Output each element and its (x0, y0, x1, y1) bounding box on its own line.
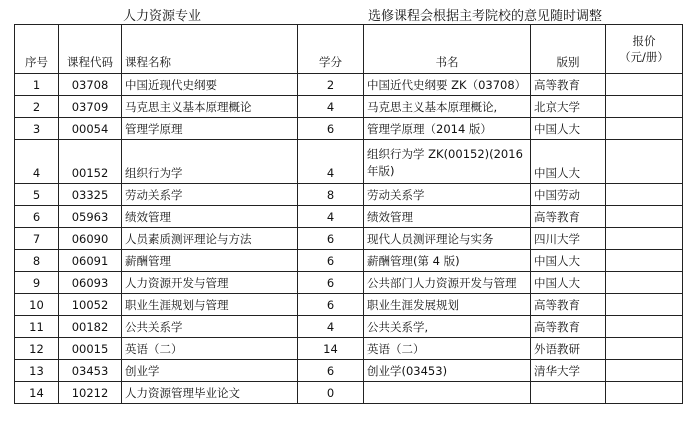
cell-book (364, 382, 531, 404)
cell-edition: 四川大学 (531, 228, 606, 250)
cell-code: 00182 (59, 316, 122, 338)
col-header-seq: 序号 (15, 25, 59, 74)
table-row (15, 338, 683, 360)
cell-edition: 中国人大 (531, 140, 606, 184)
cell-book: 管理学原理（2014 版） (364, 118, 531, 140)
cell-seq: 5 (15, 184, 59, 206)
col-header-edition: 版别 (531, 25, 606, 74)
cell-edition: 高等教育 (531, 74, 606, 96)
cell-name: 薪酬管理 (122, 250, 298, 272)
cell-price (606, 382, 683, 404)
cell-seq: 3 (15, 118, 59, 140)
table-row (15, 360, 683, 382)
course-table (14, 24, 683, 404)
cell-book: 现代人员测评理论与实务 (364, 228, 531, 250)
cell-book: 组织行为学 ZK(00152)(2016 年版) (364, 140, 531, 184)
cell-book: 中国近代史纲要 ZK（03708） (364, 74, 531, 96)
cell-name: 职业生涯规划与管理 (122, 294, 298, 316)
cell-seq: 6 (15, 206, 59, 228)
cell-code: 06091 (59, 250, 122, 272)
cell-edition: 高等教育 (531, 294, 606, 316)
cell-credit: 6 (298, 360, 364, 382)
cell-price (606, 250, 683, 272)
cell-code: 03325 (59, 184, 122, 206)
cell-seq: 12 (15, 338, 59, 360)
cell-credit: 4 (298, 96, 364, 118)
cell-book: 创业学(03453) (364, 360, 531, 382)
cell-credit: 2 (298, 74, 364, 96)
table-row (15, 184, 683, 206)
cell-price (606, 272, 683, 294)
cell-credit: 6 (298, 294, 364, 316)
cell-code: 03708 (59, 74, 122, 96)
cell-edition: 中国人大 (531, 272, 606, 294)
cell-seq: 1 (15, 74, 59, 96)
cell-code: 03709 (59, 96, 122, 118)
col-header-price-line1: 报价 (632, 34, 656, 48)
cell-price (606, 360, 683, 382)
cell-code: 06090 (59, 228, 122, 250)
cell-price (606, 228, 683, 250)
cell-code: 06093 (59, 272, 122, 294)
cell-name: 劳动关系学 (122, 184, 298, 206)
cell-price (606, 338, 683, 360)
cell-edition: 中国人大 (531, 250, 606, 272)
cell-credit: 6 (298, 272, 364, 294)
table-row (15, 382, 683, 404)
cell-code: 05963 (59, 206, 122, 228)
major-title: 人力资源专业 (123, 9, 202, 24)
cell-credit: 6 (298, 228, 364, 250)
cell-seq: 11 (15, 316, 59, 338)
cell-name: 人力资源开发与管理 (122, 272, 298, 294)
table-row (15, 206, 683, 228)
table-body (15, 74, 683, 404)
cell-book: 公共部门人力资源开发与管理 (364, 272, 531, 294)
table-row (15, 316, 683, 338)
cell-edition: 中国人大 (531, 118, 606, 140)
table-row (15, 140, 683, 184)
cell-name: 绩效管理 (122, 206, 298, 228)
table-row (15, 250, 683, 272)
cell-edition: 清华大学 (531, 360, 606, 382)
cell-seq: 9 (15, 272, 59, 294)
cell-book: 职业生涯发展规划 (364, 294, 531, 316)
cell-seq: 8 (15, 250, 59, 272)
cell-name: 管理学原理 (122, 118, 298, 140)
col-header-name: 课程名称 (122, 25, 298, 74)
cell-code: 03453 (59, 360, 122, 382)
table-row (15, 118, 683, 140)
cell-book: 英语（二） (364, 338, 531, 360)
cell-price (606, 294, 683, 316)
cell-name: 创业学 (122, 360, 298, 382)
cell-credit: 6 (298, 118, 364, 140)
table-row (15, 272, 683, 294)
cell-name: 中国近现代史纲要 (122, 74, 298, 96)
cell-credit: 8 (298, 184, 364, 206)
cell-price (606, 184, 683, 206)
col-header-price-line2: （元/册） (619, 50, 669, 64)
cell-seq: 14 (15, 382, 59, 404)
cell-name: 英语（二） (122, 338, 298, 360)
cell-price (606, 206, 683, 228)
cell-code: 00054 (59, 118, 122, 140)
cell-price (606, 74, 683, 96)
cell-code: 10212 (59, 382, 122, 404)
cell-credit: 6 (298, 250, 364, 272)
cell-edition (531, 382, 606, 404)
page-header (0, 0, 689, 24)
cell-credit: 4 (298, 316, 364, 338)
table-row (15, 96, 683, 118)
col-header-credit: 学分 (298, 25, 364, 74)
cell-name: 人力资源管理毕业论文 (122, 382, 298, 404)
cell-edition: 北京大学 (531, 96, 606, 118)
cell-name: 马克思主义基本原理概论 (122, 96, 298, 118)
col-header-code: 课程代码 (59, 25, 122, 74)
cell-price (606, 118, 683, 140)
cell-seq: 4 (15, 140, 59, 184)
table-row (15, 228, 683, 250)
cell-price (606, 96, 683, 118)
cell-price (606, 140, 683, 184)
table-row (15, 74, 683, 96)
cell-name: 人员素质测评理论与方法 (122, 228, 298, 250)
cell-seq: 13 (15, 360, 59, 382)
cell-book: 马克思主义基本原理概论, (364, 96, 531, 118)
cell-credit: 14 (298, 338, 364, 360)
cell-seq: 10 (15, 294, 59, 316)
cell-name: 公共关系学 (122, 316, 298, 338)
table-header-row (15, 25, 683, 74)
cell-book: 公共关系学, (364, 316, 531, 338)
cell-edition: 高等教育 (531, 316, 606, 338)
col-header-book: 书名 (364, 25, 531, 74)
table-row (15, 294, 683, 316)
cell-credit: 4 (298, 140, 364, 184)
cell-edition: 外语教研 (531, 338, 606, 360)
cell-code: 00015 (59, 338, 122, 360)
cell-name: 组织行为学 (122, 140, 298, 184)
cell-code: 10052 (59, 294, 122, 316)
cell-code: 00152 (59, 140, 122, 184)
cell-book: 劳动关系学 (364, 184, 531, 206)
cell-credit: 4 (298, 206, 364, 228)
cell-price (606, 316, 683, 338)
cell-edition: 中国劳动 (531, 184, 606, 206)
col-header-price (606, 25, 683, 74)
cell-seq: 7 (15, 228, 59, 250)
adjustment-note: 选修课程会根据主考院校的意见随时调整 (368, 9, 603, 24)
cell-seq: 2 (15, 96, 59, 118)
cell-credit: 0 (298, 382, 364, 404)
cell-edition: 高等教育 (531, 206, 606, 228)
cell-book: 薪酬管理(第 4 版) (364, 250, 531, 272)
cell-book: 绩效管理 (364, 206, 531, 228)
